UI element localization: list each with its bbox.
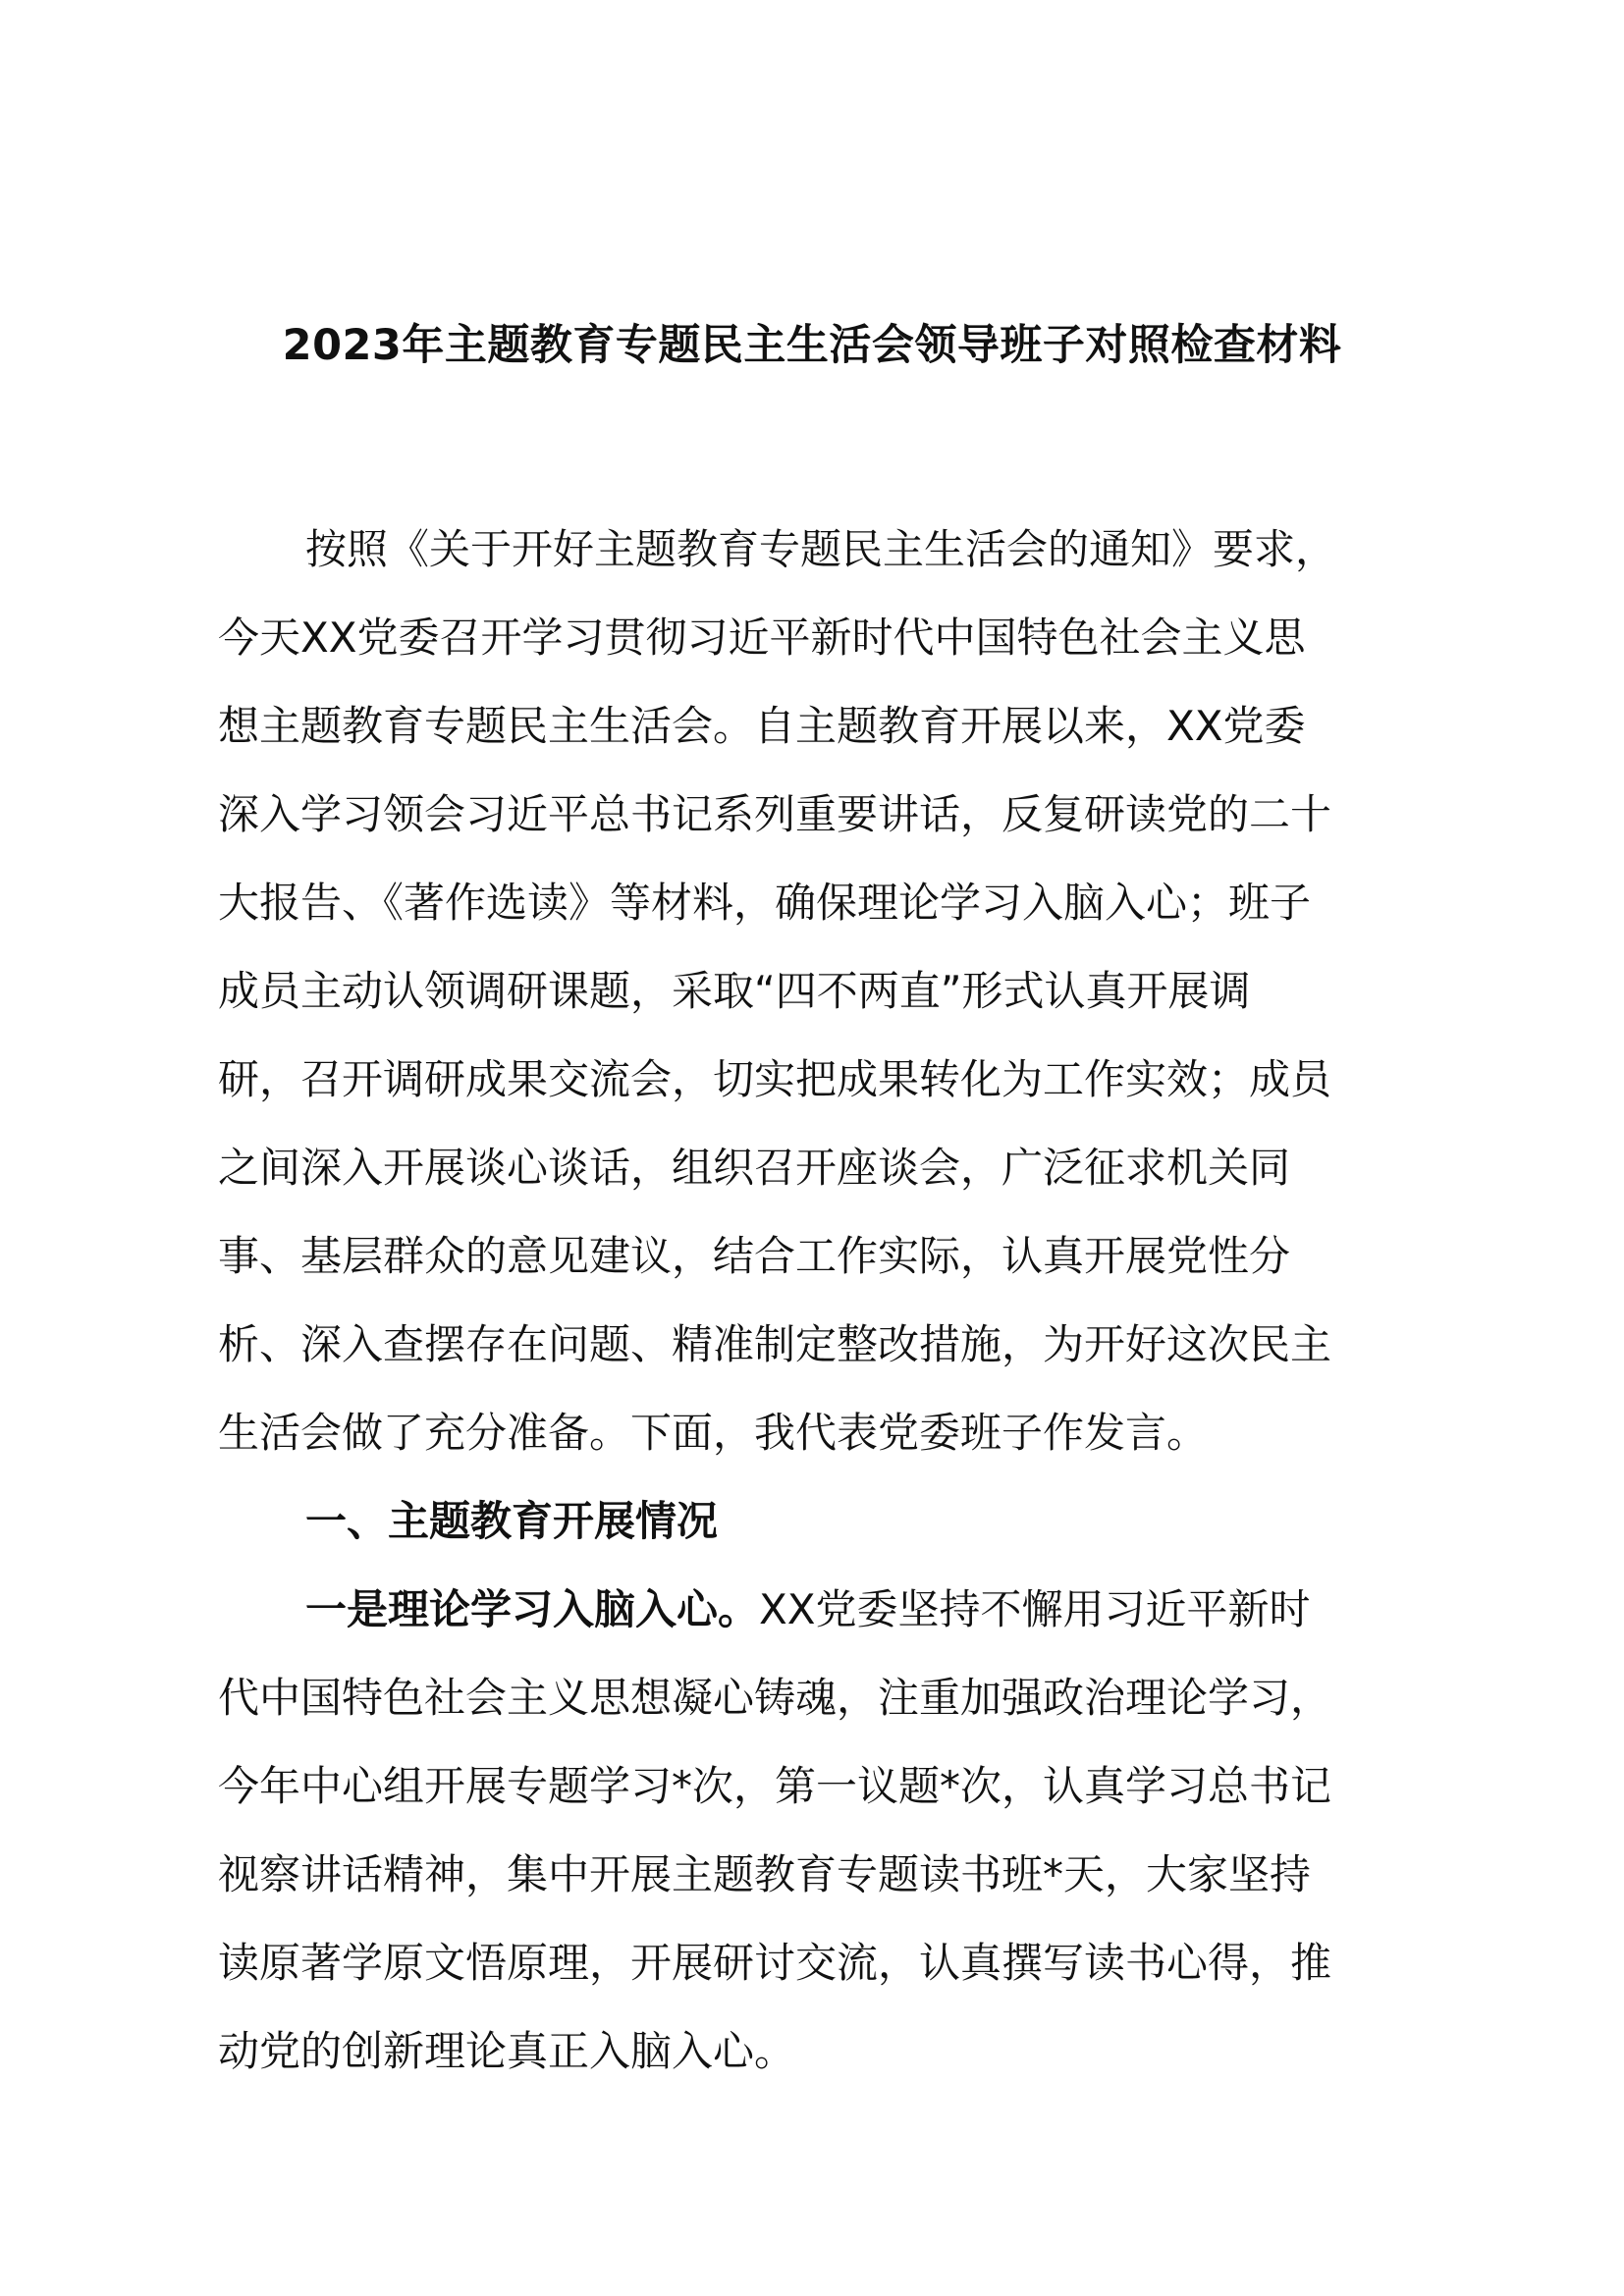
- paragraph-line: 大报告、《著作选读》等材料，确保理论学习入脑入心；班子: [218, 879, 1312, 927]
- paragraph-line: 想主题教育专题民主生活会。自主题教育开展以来，XX党委: [218, 702, 1306, 750]
- section-heading: 一、主题教育开展情况: [305, 1497, 719, 1545]
- paragraph-line: 今天XX党委召开学习贯彻习近平新时代中国特色社会主义思: [218, 614, 1306, 662]
- paragraph-line: 研，召开调研成果交流会，切实把成果转化为工作实效；成员: [218, 1055, 1332, 1103]
- paragraph-line: 代中国特色社会主义思想凝心铸魂，注重加强政治理论学习，: [218, 1674, 1332, 1722]
- paragraph-line: 按照《关于开好主题教育专题民主生活会的通知》要求，: [305, 525, 1337, 573]
- intro-paragraph: [218, 506, 1416, 1477]
- paragraph-line: 深入学习领会习近平总书记系列重要讲话，反复研读党的二十: [218, 790, 1332, 838]
- paragraph-line: 事、基层群众的意见建议，结合工作实际，认真开展党性分: [218, 1232, 1291, 1280]
- point-lead-rest: XX党委坚持不懈用习近平新时: [759, 1585, 1311, 1633]
- paragraph-line: 视察讲话精神，集中开展主题教育专题读书班*天，大家坚持: [218, 1850, 1312, 1898]
- document-title: 2023年主题教育专题民主生活会领导班子对照检查材料: [282, 321, 1342, 370]
- paragraph-line: 读原著学原文悟原理，开展研讨交流，认真撰写读书心得，推: [218, 1939, 1332, 1987]
- document-body: [218, 506, 1416, 2096]
- paragraph-line: 析、深入查摆存在问题、精准制定整改措施，为开好这次民主: [218, 1320, 1332, 1368]
- point-lead: 一是理论学习入脑入心。: [305, 1585, 760, 1633]
- point-paragraph: [218, 1566, 1416, 2096]
- paragraph-line: 今年中心组开展专题学习*次，第一议题*次，认真学习总书记: [218, 1762, 1332, 1810]
- paragraph-line: 生活会做了充分准备。下面，我代表党委班子作发言。: [218, 1409, 1209, 1457]
- paragraph-line: 动党的创新理论真正入脑入心。: [218, 2027, 796, 2075]
- paragraph-line: 之间深入开展谈心谈话，组织召开座谈会，广泛征求机关同: [218, 1144, 1291, 1192]
- paragraph-line: 成员主动认领调研课题，采取“四不两直”形式认真开展调: [218, 967, 1251, 1015]
- paragraph-line: [218, 1566, 1416, 1654]
